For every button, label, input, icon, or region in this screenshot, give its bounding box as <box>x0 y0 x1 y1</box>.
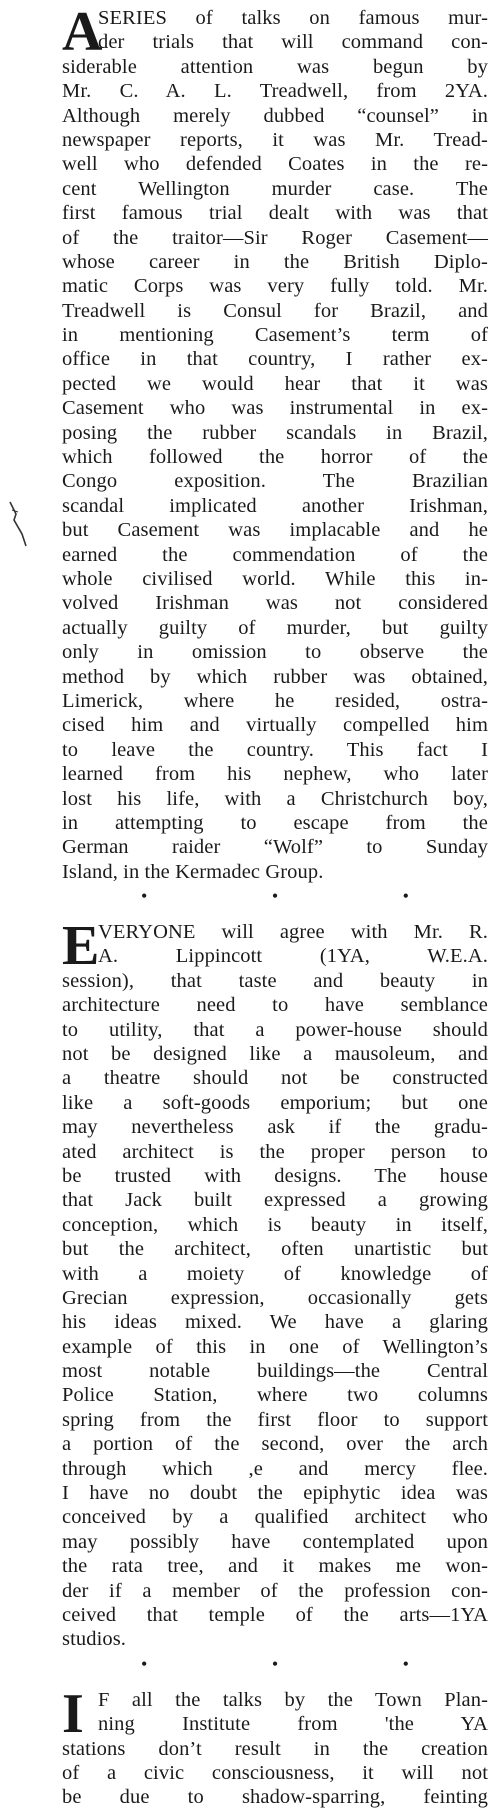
text-line: SERIES of talks on famous mur- <box>98 7 488 29</box>
text-line: first famous trial dealt with was that <box>62 202 488 225</box>
text-line: that Jack built expressed a growing <box>62 1189 488 1212</box>
text-line: the rata tree, and it makes me won- <box>62 1555 488 1578</box>
text-line: ning Institute from 'the YA <box>98 1713 488 1736</box>
drop-cap: I <box>62 1682 84 1745</box>
text-line: Island, in the Kermadec Group. <box>62 860 324 883</box>
text-line: of the traitor—Sir Roger Casement— <box>62 226 488 249</box>
text-line: Although merely dubbed “counsel” in <box>62 104 488 127</box>
text-line: actually guilty of murder, but guilty <box>62 616 488 639</box>
text-line: posing the rubber scandals in Brazil, <box>62 421 488 444</box>
drop-cap: E <box>62 915 100 978</box>
text-line: der if a member of the profession con- <box>62 1579 488 1602</box>
text-line: of a civic consciousness, it will not <box>62 1761 488 1784</box>
section-separator: • • • <box>141 1653 469 1674</box>
text-line: newspaper reports, it was Mr. Tread- <box>62 128 488 151</box>
text-line: siderable attention was begun by <box>62 55 488 78</box>
text-column <box>62 1 488 1810</box>
text-line: conceived by a qualified architect who <box>62 1506 488 1529</box>
text-line: cent Wellington murder case. The <box>62 177 488 200</box>
text-line: ceived that temple of the arts—1YA <box>62 1604 488 1626</box>
text-line: through which ,e and mercy flee. <box>62 1457 488 1480</box>
text-line: to utility, that a power-house should <box>62 1018 488 1041</box>
text-line: Mr. C. A. L. Treadwell, from 2YA. <box>62 80 488 103</box>
text-line: be due to shadow-sparring, feinting <box>62 1786 488 1809</box>
text-line: Grecian expression, occasionally gets <box>62 1286 488 1309</box>
text-line: stations don’t result in the creation <box>62 1737 488 1760</box>
text-line: most notable buildings—the Central <box>62 1360 488 1383</box>
text-line: a portion of the second, over the arch <box>62 1433 488 1456</box>
drop-cap: A <box>62 1 103 63</box>
margin-mark <box>8 500 30 550</box>
text-line: VERYONE will agree with Mr. R. <box>98 921 488 944</box>
text-line: lost his life, with a Christchurch boy, <box>62 787 488 810</box>
text-line: method by which rubber was obtained, <box>62 665 488 688</box>
text-line: volved Irishman was not considered <box>62 592 488 615</box>
text-line: pected we would hear that it was <box>62 372 488 395</box>
text-line: ated architect is the proper person to <box>62 1140 488 1163</box>
text-line: der trials that will command con- <box>98 31 488 54</box>
text-line: in attempting to escape from the <box>62 811 488 834</box>
text-line: architecture need to have semblance <box>62 994 488 1017</box>
text-line: German raider “Wolf” to Sunday <box>62 836 488 859</box>
text-line: spring from the first floor to support <box>62 1408 488 1431</box>
text-line: whose career in the British Diplo- <box>62 250 488 273</box>
text-line: F all the talks by the Town Plan- <box>98 1688 488 1711</box>
text-line: cised him and virtually compelled him <box>62 714 488 737</box>
text-line: Congo exposition. The Brazilian <box>62 470 488 493</box>
text-line: studios. <box>62 1628 127 1651</box>
text-line: Limerick, where he resided, ostra- <box>62 689 488 712</box>
text-line: I have no doubt the epiphytic idea was <box>62 1482 488 1505</box>
text-line: matic Corps was very fully told. Mr. <box>62 275 488 298</box>
text-line: may possibly have contemplated upon <box>62 1530 488 1553</box>
text-line: office in that country, I rather ex- <box>62 348 488 371</box>
text-line: but Casement was implacable and he <box>62 519 488 542</box>
text-line: may nevertheless ask if the gradu- <box>62 1116 488 1139</box>
text-line: be trusted with designs. The house <box>62 1164 488 1187</box>
article-casement <box>62 1 488 884</box>
text-line: A. Lippincott (1YA, W.E.A. <box>98 945 488 968</box>
text-line: session), that taste and beauty in <box>62 969 488 992</box>
text-line: earned the commendation of the <box>62 543 488 566</box>
text-line: only in omission to observe the <box>62 641 488 664</box>
text-line: but the architect, often unartistic but <box>62 1238 488 1261</box>
text-line: with a moiety of knowledge of <box>62 1262 488 1285</box>
article-architecture <box>62 915 488 1652</box>
article-body <box>62 1682 488 1810</box>
text-line: in mentioning Casement’s term of <box>62 324 488 347</box>
article-body <box>62 915 488 1652</box>
article-body <box>62 1 488 884</box>
text-line: Treadwell is Consul for Brazil, and <box>62 299 488 322</box>
text-line: conception, which is beauty in itself, <box>62 1213 488 1236</box>
text-line: his ideas mixed. We have a glaring <box>62 1311 488 1334</box>
text-line: like a soft-goods emporium; but one <box>62 1091 488 1114</box>
text-line: learned from his nephew, who later <box>62 763 488 786</box>
text-line: whole civilised world. While this in- <box>62 567 488 590</box>
text-line: Police Station, where two columns <box>62 1384 488 1407</box>
article-town-planning <box>62 1682 488 1810</box>
text-line: which followed the horror of the <box>62 446 488 469</box>
text-line: a theatre should not be constructed <box>62 1067 488 1090</box>
section-separator: • • • <box>141 886 469 907</box>
text-line: Casement who was instrumental in ex- <box>62 397 488 420</box>
text-line: to leave the country. This fact I <box>62 738 488 761</box>
text-line: well who defended Coates in the re- <box>62 153 488 176</box>
text-line: example of this in one of Wellington’s <box>62 1335 488 1358</box>
text-line: scandal implicated another Irishman, <box>62 494 488 517</box>
text-line: not be designed like a mausoleum, and <box>62 1043 488 1066</box>
